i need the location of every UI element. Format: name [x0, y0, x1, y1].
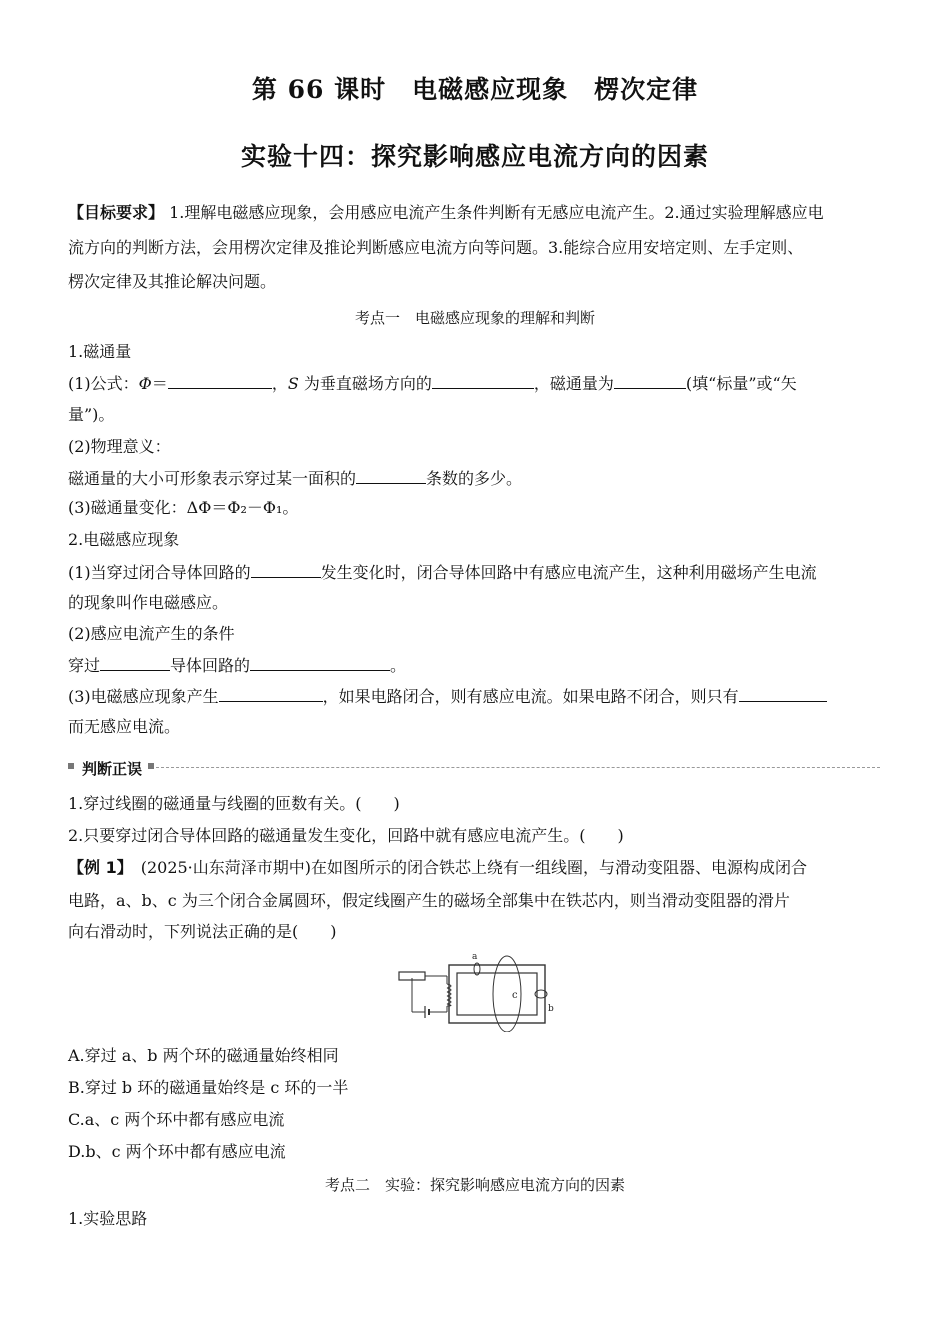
blank-induced-emf[interactable]	[739, 685, 827, 702]
section1-p9: 的现象叫作电磁感应。	[68, 593, 229, 612]
section1-p10: (2)感应电流产生的条件	[68, 624, 235, 643]
example-line-1: 【例 1】 (2025·山东菏泽市期中)在如图所示的闭合铁芯上绕有一组线圈，与滑动变阻器、电源构成闭合	[68, 858, 808, 877]
label-c: c	[512, 990, 518, 1001]
example-label: 【例 1】	[68, 858, 125, 877]
blank-closed[interactable]	[100, 654, 170, 671]
dashed-divider	[156, 767, 880, 768]
section1-heading: 考点一 电磁感应现象的理解和判断	[354, 309, 595, 327]
section1-p12: (3)电磁感应现象产生 ，如果电路闭合，则有感应电流。如果电路不闭合，则只有	[68, 685, 880, 708]
option-d[interactable]: D.b、c 两个环中都有感应电流	[68, 1142, 286, 1161]
blank-formula[interactable]	[168, 372, 272, 389]
section2-p1: 1.实验思路	[68, 1209, 148, 1228]
option-b[interactable]: B.穿过 b 环的磁通量始终是 c 环的一半	[68, 1078, 349, 1097]
section1-p1: 1.磁通量	[68, 342, 132, 361]
blank-flux-varies[interactable]	[250, 654, 390, 671]
iron-core	[449, 965, 545, 1023]
objectives-line-1: 【目标要求】 1.理解电磁感应现象，会用感应电流产生条件判断有无感应电流产生。2.通过实验理解感应电	[68, 203, 824, 222]
objectives-line-2: 流方向的判断方法，会用楞次定律及推论判断感应电流方向等问题。3.能综合应用安培定则、左手定则、	[68, 238, 804, 257]
blank-area[interactable]	[432, 372, 534, 389]
label-b: b	[548, 1004, 554, 1014]
section1-p5: 磁通量的大小可形象表示穿过某一面积的 条数的多少。	[68, 469, 523, 488]
section2-heading: 考点二 实验：探究影响感应电流方向的因素	[324, 1176, 625, 1194]
objectives-label: 【目标要求】	[68, 203, 165, 222]
page-title: 第 66 课时 电磁感应现象 楞次定律	[251, 75, 699, 104]
section1-p11: 穿过 导体回路的 。	[68, 656, 407, 675]
judge-label: 判断正误	[82, 760, 143, 778]
section1-p3: 量”)。	[68, 405, 115, 424]
section1-p6: (3)磁通量变化：ΔΦ＝Φ₂－Φ₁。	[68, 498, 299, 517]
option-a[interactable]: A.穿过 a、b 两个环的磁通量始终相同	[68, 1046, 339, 1065]
option-c[interactable]: C.a、c 两个环中都有感应电流	[68, 1110, 285, 1129]
section1-p7: 2.电磁感应现象	[68, 530, 180, 549]
blank-field-lines[interactable]	[356, 467, 426, 484]
blank-flux-change[interactable]	[251, 561, 321, 578]
section1-p13: 而无感应电流。	[68, 717, 181, 736]
example-line-2: 电路，a、b、c 为三个闭合金属圆环，假定线圈产生的磁场全部集中在铁芯内，则当滑动变阻器的滑片	[68, 891, 790, 910]
section1-p2: (1)公式：Φ＝ ，S 为垂直磁场方向的 ，磁通量为 (填“标量”或“矢	[68, 374, 797, 393]
bullet-square-icon	[68, 763, 74, 769]
blank-scalar-vector[interactable]	[614, 372, 686, 389]
objectives-line-3: 楞次定律及其推论解决问题。	[68, 272, 277, 291]
blank-emf[interactable]	[219, 685, 323, 702]
page-subtitle: 实验十四：探究影响感应电流方向的因素	[240, 142, 709, 171]
judge-section-bar	[68, 758, 880, 776]
bullet-square-icon	[148, 763, 154, 769]
label-a: a	[472, 952, 478, 962]
section1-p4: (2)物理意义：	[68, 437, 171, 456]
example-line-3: 向右滑动时，下列说法正确的是( )	[68, 922, 337, 941]
judge-q1: 1.穿过线圈的磁通量与线圈的匝数有关。( )	[68, 794, 400, 813]
section1-p8: (1)当穿过闭合导体回路的 发生变化时，闭合导体回路中有感应电流产生，这种利用磁场产生电流	[68, 563, 817, 582]
judge-q2: 2.只要穿过闭合导体回路的磁通量发生变化，回路中就有感应电流产生。( )	[68, 826, 624, 845]
circuit-diagram	[397, 950, 557, 1032]
